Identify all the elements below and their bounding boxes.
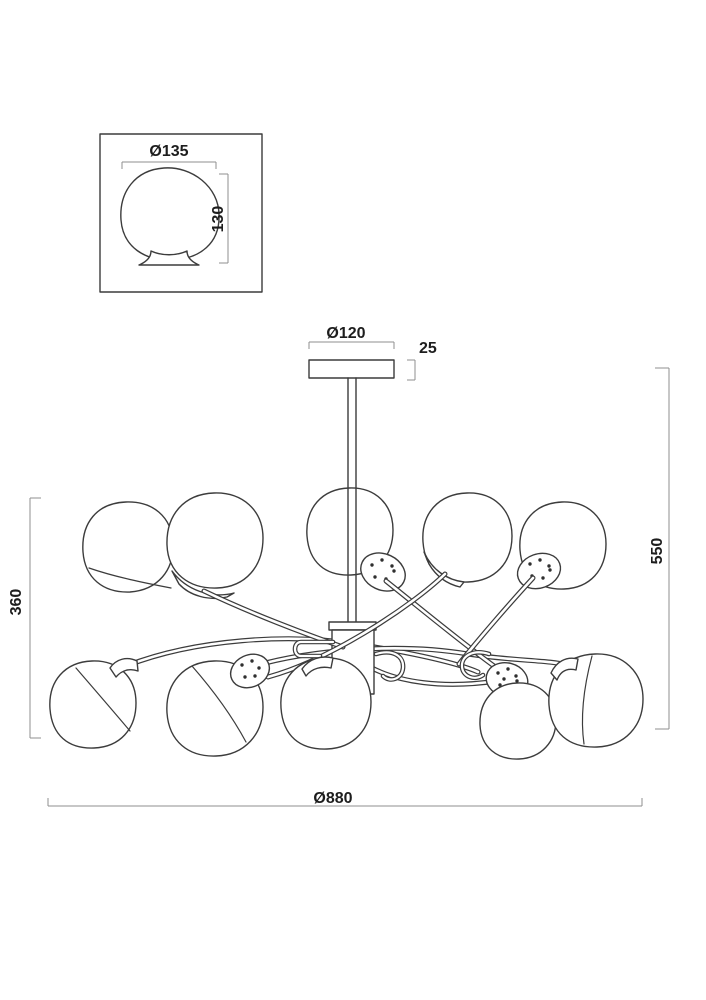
canopy-diameter-label: Ø120 [326, 325, 366, 342]
detail-diameter-dimension [122, 143, 216, 169]
canopy-height-label: 25 [419, 340, 437, 357]
detail-height-dimension [210, 174, 228, 263]
shade-bottom-3 [281, 658, 371, 749]
overall-diameter-label: Ø880 [313, 790, 353, 807]
overall-height-label: 550 [649, 537, 666, 565]
canopy [309, 360, 394, 378]
detail-height-label: 130 [210, 205, 227, 233]
shade-bottom-1 [50, 661, 136, 748]
detail-diameter-label: Ø135 [149, 143, 189, 160]
shade-bottom-4 [480, 683, 556, 759]
shade-top-2 [167, 493, 263, 588]
detail-shade-outline [121, 168, 219, 260]
detail-shade-neck [139, 251, 199, 265]
shade-zone-height-label: 360 [8, 588, 25, 616]
chandelier-elevation [50, 360, 643, 759]
shade-detail-view [100, 134, 262, 292]
